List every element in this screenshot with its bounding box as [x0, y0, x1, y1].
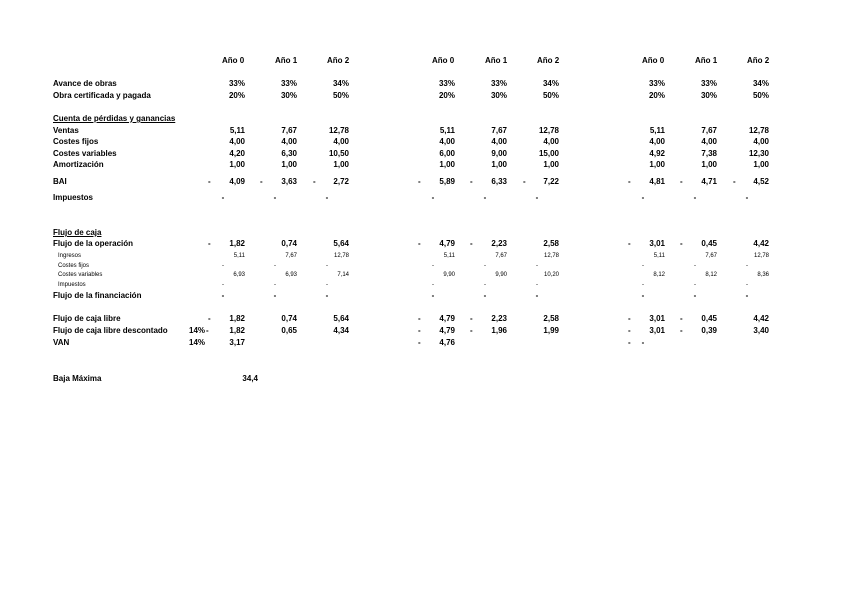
- label-pyg-title: Cuenta de pérdidas y ganancias: [53, 114, 176, 123]
- cell-amortizacion: 1,00: [439, 160, 455, 169]
- cell-costes-variables: 9,00: [491, 149, 507, 158]
- cell-amortizacion: 1,00: [229, 160, 245, 169]
- negative-sign: -: [680, 314, 683, 323]
- negative-sign: -: [418, 338, 421, 347]
- negative-sign: -: [680, 326, 683, 335]
- year-header-0: Año 0: [432, 56, 455, 65]
- cell-flujo-caja-libre: 0,45: [701, 314, 717, 323]
- negative-sign: -: [523, 177, 526, 186]
- cell-impuestos-sub: -: [694, 282, 696, 288]
- cell-amortizacion: 1,00: [281, 160, 297, 169]
- label-avance: Avance de obras: [53, 79, 117, 88]
- cell-avance: 34%: [752, 79, 769, 88]
- cell-costes-variables: 4,92: [649, 149, 665, 158]
- cell-bai: 4,81: [649, 177, 665, 186]
- cell-obra: 50%: [332, 91, 349, 100]
- negative-sign: -: [418, 239, 421, 248]
- cell-amortizacion: 1,00: [701, 160, 717, 169]
- cell-costes-variables-sub: 6,93: [285, 272, 297, 278]
- cell-ingresos: 5,11: [653, 253, 665, 259]
- label-impuestos-sub: Impuestos: [58, 282, 86, 288]
- negative-sign: -: [470, 314, 473, 323]
- cell-flujo-financiacion: -: [325, 291, 329, 300]
- negative-sign: -: [628, 326, 631, 335]
- cell-costes-fijos-sub: -: [222, 263, 224, 269]
- label-obra: Obra certificada y pagada: [53, 91, 151, 100]
- cell-obra: 30%: [700, 91, 717, 100]
- cell-costes-fijos-sub: -: [274, 263, 276, 269]
- cell-flujo-operacion: 0,74: [281, 239, 297, 248]
- cell-amortizacion: 1,00: [543, 160, 559, 169]
- cell-avance: 33%: [280, 79, 297, 88]
- cell-bai: 4,71: [701, 177, 717, 186]
- cell-impuestos-sub: -: [642, 282, 644, 288]
- label-flujo-operacion: Flujo de la operación: [53, 239, 134, 248]
- negative-sign: -: [733, 177, 736, 186]
- cell-flujo-financiacion: -: [431, 291, 435, 300]
- cell-flujo-operacion: 1,82: [229, 239, 245, 248]
- cell-flujo-caja-libre-desc: 0,65: [281, 326, 297, 335]
- label-bai: BAI: [53, 177, 67, 186]
- cell-impuestos-sub: -: [274, 282, 276, 288]
- negative-sign: -: [628, 338, 631, 347]
- cell-costes-fijos-sub: -: [642, 263, 644, 269]
- cell-impuestos-sub: -: [326, 282, 328, 288]
- cell-bai: 7,22: [543, 177, 559, 186]
- cell-flujo-financiacion: -: [483, 291, 487, 300]
- cell-ingresos: 12,78: [543, 253, 559, 259]
- cell-impuestos: -: [693, 193, 697, 202]
- cell-costes-variables-sub: 8,36: [757, 272, 769, 278]
- cell-amortizacion: 1,00: [649, 160, 665, 169]
- cell-bai: 3,63: [281, 177, 297, 186]
- cell-bai: 4,52: [753, 177, 769, 186]
- cell-avance: 33%: [438, 79, 455, 88]
- year-header-2: Año 2: [327, 56, 350, 65]
- cell-impuestos-sub: -: [432, 282, 434, 288]
- discount-rate-van: 14%: [189, 338, 206, 347]
- cell-flujo-operacion: 4,42: [753, 239, 769, 248]
- year-header-1: Año 1: [695, 56, 718, 65]
- cell-flujo-caja-libre-desc: 4,34: [333, 326, 349, 335]
- baja-maxima-value: 34,4: [242, 374, 258, 383]
- cell-ventas: 7,67: [281, 126, 297, 135]
- cell-costes-fijos-sub: -: [536, 263, 538, 269]
- cell-obra: 20%: [228, 91, 245, 100]
- cell-ingresos: 5,11: [233, 253, 245, 259]
- cell-costes-fijos-sub: -: [326, 263, 328, 269]
- cell-costes-fijos: 4,00: [281, 137, 297, 146]
- cell-ingresos: 7,67: [705, 253, 717, 259]
- cell-costes-variables: 7,38: [701, 149, 717, 158]
- cell-costes-fijos: 4,00: [543, 137, 559, 146]
- cell-avance: 34%: [332, 79, 349, 88]
- cell-ventas: 5,11: [229, 126, 245, 135]
- cell-impuestos: -: [221, 193, 225, 202]
- negative-sign: -: [470, 239, 473, 248]
- cell-impuestos: -: [535, 193, 539, 202]
- negative-sign: -: [418, 177, 421, 186]
- label-ingresos: Ingresos: [58, 253, 82, 259]
- cell-avance: 33%: [490, 79, 507, 88]
- cell-costes-variables-sub: 7,14: [337, 272, 349, 278]
- cell-flujo-operacion: 3,01: [649, 239, 665, 248]
- label-baja-maxima: Baja Máxima: [53, 374, 102, 383]
- cell-ingresos: 7,67: [285, 253, 297, 259]
- year-header-0: Año 0: [222, 56, 245, 65]
- cell-flujo-caja-libre: 5,64: [333, 314, 349, 323]
- cell-ventas: 12,78: [328, 126, 349, 135]
- cell-ingresos: 12,78: [753, 253, 769, 259]
- cell-flujo-financiacion: -: [745, 291, 749, 300]
- cell-flujo-caja-libre-desc: 1,99: [543, 326, 559, 335]
- negative-sign: -: [313, 177, 316, 186]
- cell-flujo-financiacion: -: [535, 291, 539, 300]
- cell-flujo-caja-libre-desc: 3,40: [753, 326, 769, 335]
- negative-sign: -: [260, 177, 263, 186]
- negative-sign: -: [680, 239, 683, 248]
- negative-sign: -: [680, 177, 683, 186]
- cell-flujo-caja-libre: 1,82: [229, 314, 245, 323]
- cell-avance: 33%: [700, 79, 717, 88]
- cell-costes-variables: 4,20: [229, 149, 245, 158]
- cell-van: -: [641, 338, 645, 347]
- cell-obra: 50%: [542, 91, 559, 100]
- cell-impuestos: -: [483, 193, 487, 202]
- cell-flujo-operacion: 2,23: [491, 239, 507, 248]
- cell-costes-variables: 12,30: [748, 149, 769, 158]
- cell-costes-fijos-sub: -: [746, 263, 748, 269]
- cell-obra: 50%: [752, 91, 769, 100]
- label-costes-variables-sub: Costes variables: [58, 272, 103, 278]
- cell-costes-variables-sub: 9,90: [495, 272, 507, 278]
- cell-amortizacion: 1,00: [333, 160, 349, 169]
- cell-costes-fijos-sub: -: [432, 263, 434, 269]
- cell-flujo-caja-libre-desc: 0,39: [701, 326, 717, 335]
- year-header-1: Año 1: [485, 56, 508, 65]
- label-costes-fijos: Costes fijos: [53, 137, 99, 146]
- dash-marker: -: [206, 326, 209, 335]
- cell-costes-variables: 15,00: [538, 149, 559, 158]
- cell-bai: 6,33: [491, 177, 507, 186]
- cell-flujo-caja-libre: 3,01: [649, 314, 665, 323]
- cell-obra: 20%: [438, 91, 455, 100]
- cell-costes-variables-sub: 8,12: [653, 272, 665, 278]
- cell-flujo-financiacion: -: [273, 291, 277, 300]
- cell-ingresos: 5,11: [443, 253, 455, 259]
- negative-sign: -: [628, 239, 631, 248]
- label-flujo-financiacion: Flujo de la financiación: [53, 291, 142, 300]
- cell-ventas: 7,67: [701, 126, 717, 135]
- negative-sign: -: [208, 239, 211, 248]
- year-header-2: Año 2: [747, 56, 770, 65]
- cell-ventas: 12,78: [538, 126, 559, 135]
- negative-sign: -: [418, 326, 421, 335]
- negative-sign: -: [628, 177, 631, 186]
- cell-obra: 30%: [280, 91, 297, 100]
- cell-flujo-operacion: 5,64: [333, 239, 349, 248]
- label-flujo-title: Flujo de caja: [53, 228, 102, 237]
- cell-costes-fijos: 4,00: [649, 137, 665, 146]
- cell-costes-variables: 6,00: [439, 149, 455, 158]
- cell-costes-variables-sub: 6,93: [233, 272, 245, 278]
- cell-van: 4,76: [439, 338, 455, 347]
- cell-costes-variables: 10,50: [328, 149, 349, 158]
- year-header-1: Año 1: [275, 56, 298, 65]
- cell-flujo-operacion: 0,45: [701, 239, 717, 248]
- cell-flujo-financiacion: -: [693, 291, 697, 300]
- cell-avance: 33%: [648, 79, 665, 88]
- cell-costes-variables: 6,30: [281, 149, 297, 158]
- cell-impuestos-sub: -: [536, 282, 538, 288]
- cell-flujo-financiacion: -: [221, 291, 225, 300]
- cell-ingresos: 12,78: [333, 253, 349, 259]
- negative-sign: -: [470, 326, 473, 335]
- discount-rate-desc: 14%: [189, 326, 206, 335]
- cell-flujo-financiacion: -: [641, 291, 645, 300]
- label-ventas: Ventas: [53, 126, 79, 135]
- cell-costes-fijos: 4,00: [229, 137, 245, 146]
- cell-costes-variables-sub: 10,20: [543, 272, 559, 278]
- cell-costes-fijos: 4,00: [753, 137, 769, 146]
- cell-obra: 20%: [648, 91, 665, 100]
- cell-amortizacion: 1,00: [753, 160, 769, 169]
- label-flujo-caja-libre-desc: Flujo de caja libre descontado: [53, 326, 168, 335]
- negative-sign: -: [418, 314, 421, 323]
- label-costes-variables: Costes variables: [53, 149, 117, 158]
- negative-sign: -: [470, 177, 473, 186]
- cell-flujo-caja-libre: 2,58: [543, 314, 559, 323]
- label-costes-fijos-sub: Costes fijos: [58, 263, 90, 269]
- year-header-2: Año 2: [537, 56, 560, 65]
- cell-flujo-caja-libre: 4,42: [753, 314, 769, 323]
- cell-costes-fijos-sub: -: [484, 263, 486, 269]
- label-impuestos: Impuestos: [53, 193, 94, 202]
- cell-impuestos: -: [431, 193, 435, 202]
- cell-flujo-caja-libre-desc: 1,96: [491, 326, 507, 335]
- cell-flujo-operacion: 2,58: [543, 239, 559, 248]
- cell-bai: 4,09: [229, 177, 245, 186]
- cell-costes-fijos: 4,00: [701, 137, 717, 146]
- cell-bai: 2,72: [333, 177, 349, 186]
- cell-avance: 33%: [228, 79, 245, 88]
- cell-ingresos: 7,67: [495, 253, 507, 259]
- cell-ventas: 12,78: [748, 126, 769, 135]
- cell-impuestos-sub: -: [484, 282, 486, 288]
- cell-costes-fijos: 4,00: [333, 137, 349, 146]
- cell-flujo-operacion: 4,79: [439, 239, 455, 248]
- label-van: VAN: [53, 338, 70, 347]
- cell-impuestos-sub: -: [222, 282, 224, 288]
- cell-flujo-caja-libre-desc: 3,01: [649, 326, 665, 335]
- cell-van: 3,17: [229, 338, 245, 347]
- cell-bai: 5,89: [439, 177, 455, 186]
- cell-flujo-caja-libre-desc: 4,79: [439, 326, 455, 335]
- cell-avance: 34%: [542, 79, 559, 88]
- cell-costes-fijos: 4,00: [491, 137, 507, 146]
- cell-costes-variables-sub: 8,12: [705, 272, 717, 278]
- cell-ventas: 5,11: [439, 126, 455, 135]
- cell-ventas: 5,11: [649, 126, 665, 135]
- cell-impuestos: -: [641, 193, 645, 202]
- year-header-0: Año 0: [642, 56, 665, 65]
- cell-impuestos: -: [273, 193, 277, 202]
- cell-obra: 30%: [490, 91, 507, 100]
- cell-flujo-caja-libre: 0,74: [281, 314, 297, 323]
- negative-sign: -: [628, 314, 631, 323]
- cell-ventas: 7,67: [491, 126, 507, 135]
- cell-flujo-caja-libre: 2,23: [491, 314, 507, 323]
- negative-sign: -: [208, 177, 211, 186]
- cell-costes-fijos: 4,00: [439, 137, 455, 146]
- label-flujo-caja-libre: Flujo de caja libre: [53, 314, 121, 323]
- cell-impuestos: -: [745, 193, 749, 202]
- cell-costes-fijos-sub: -: [694, 263, 696, 269]
- cell-flujo-caja-libre: 4,79: [439, 314, 455, 323]
- cell-impuestos-sub: -: [746, 282, 748, 288]
- cell-impuestos: -: [325, 193, 329, 202]
- cell-amortizacion: 1,00: [491, 160, 507, 169]
- label-amortizacion: Amortización: [53, 160, 104, 169]
- cell-flujo-caja-libre-desc: 1,82: [229, 326, 245, 335]
- negative-sign: -: [208, 314, 211, 323]
- cell-costes-variables-sub: 9,90: [443, 272, 455, 278]
